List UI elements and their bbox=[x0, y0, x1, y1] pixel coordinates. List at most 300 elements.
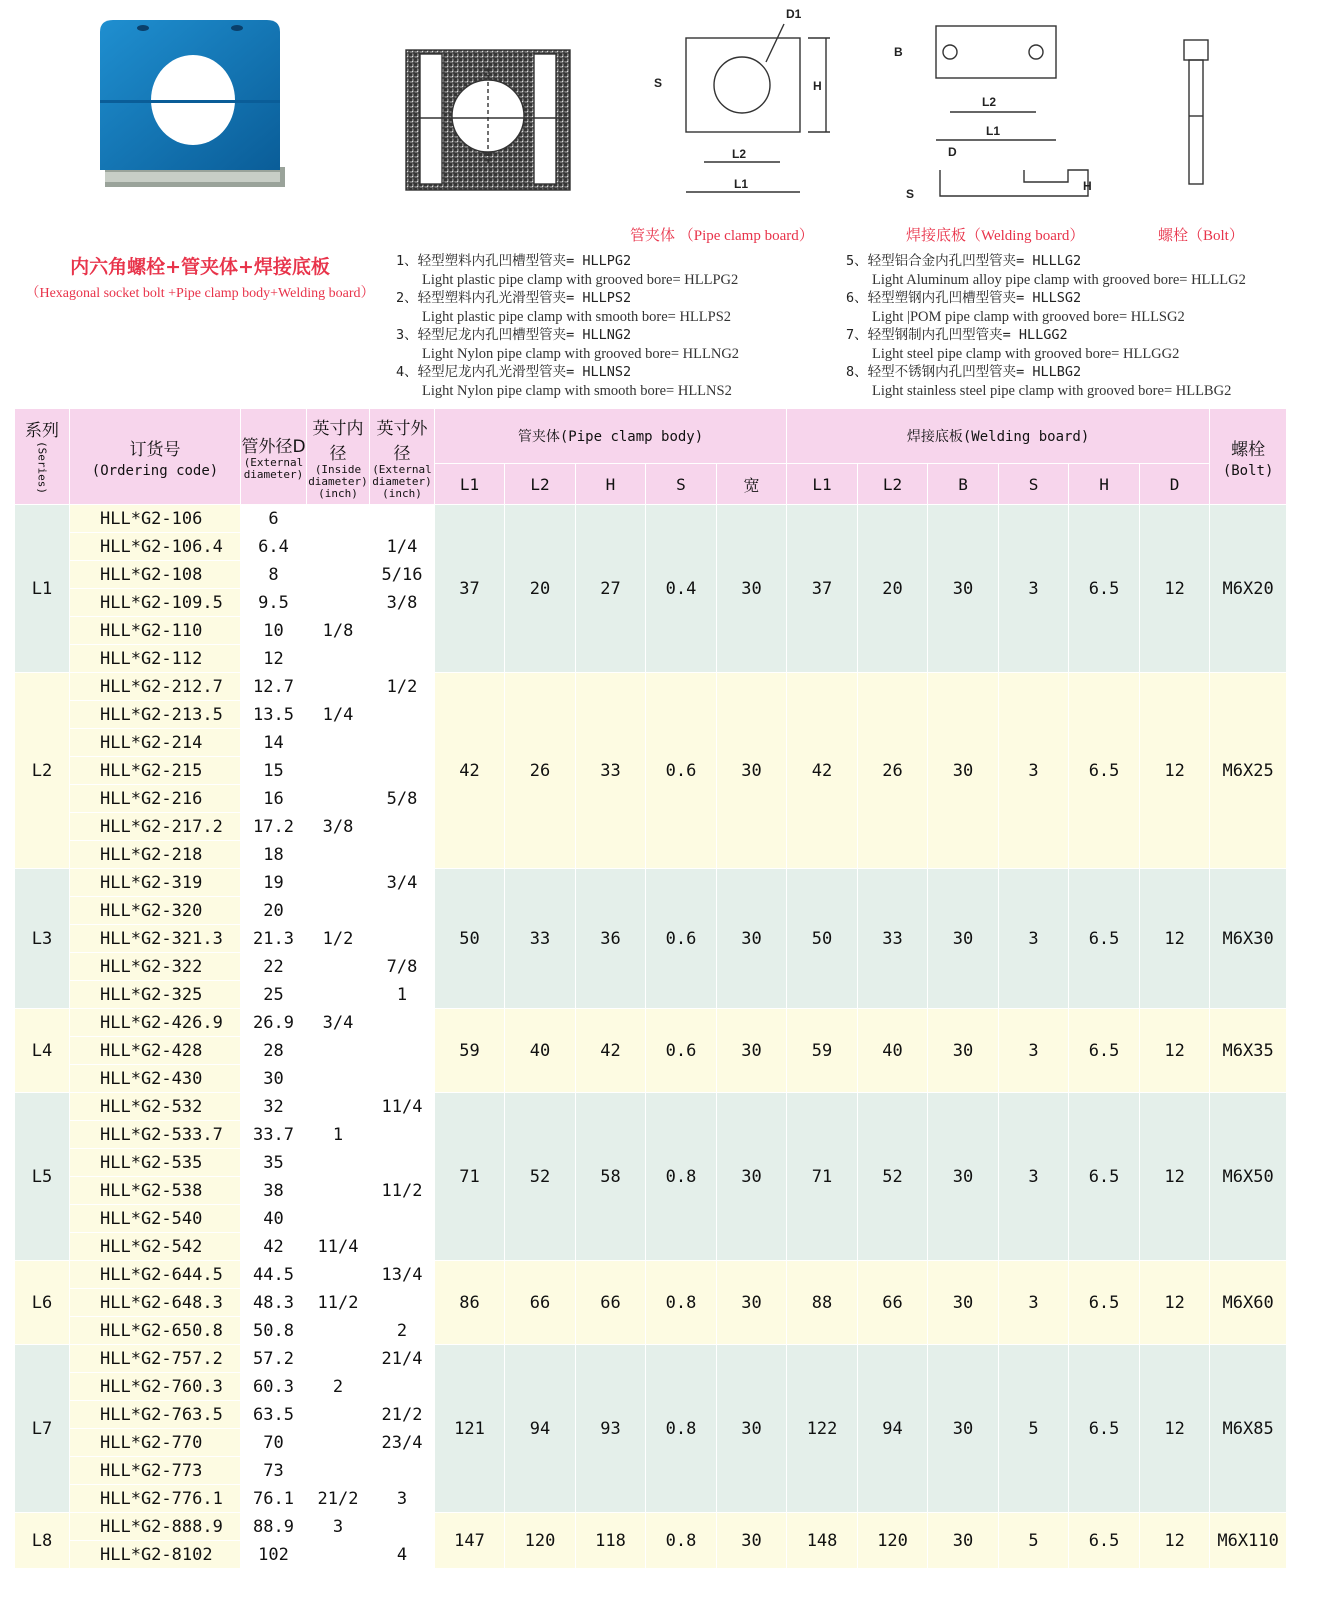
ordering-code-cell: HLL*G2-217.2 bbox=[70, 813, 241, 841]
clamp-width-cell: 30 bbox=[717, 673, 787, 869]
weld-l1-cell: 88 bbox=[787, 1261, 858, 1345]
clamp-dimension-drawing bbox=[648, 2, 848, 198]
clamp-l2-cell: 120 bbox=[505, 1513, 576, 1569]
outer-diameter-cell: 16 bbox=[241, 785, 307, 813]
outer-diameter-cell: 50.8 bbox=[241, 1317, 307, 1345]
inch-inside-cell bbox=[307, 505, 370, 533]
weld-d-cell: 12 bbox=[1140, 1513, 1210, 1569]
header-weld-l1: L1 bbox=[787, 464, 858, 505]
clamp-s-cell: 0.6 bbox=[646, 869, 717, 1009]
inch-outside-cell: 7/8 bbox=[370, 953, 435, 981]
inch-inside-cell: 1/8 bbox=[307, 617, 370, 645]
clamp-l1-cell: 147 bbox=[435, 1513, 505, 1569]
type-item-zh: 6、轻型塑钢内孔凹槽型管夹= HLLSG2 bbox=[846, 290, 1082, 306]
header-bolt bbox=[1210, 409, 1287, 505]
ordering-code-cell: HLL*G2-110 bbox=[70, 617, 241, 645]
header-inch-inside-zh: 英寸内径 bbox=[312, 418, 364, 464]
weld-b-cell: 30 bbox=[928, 505, 999, 673]
dim-label-l1: L1 bbox=[734, 177, 749, 191]
inch-outside-cell: 4 bbox=[370, 1541, 435, 1569]
header-code bbox=[70, 409, 241, 505]
type-item-en: Light plastic pipe clamp with smooth bore= HLLPS2 bbox=[422, 308, 732, 325]
caption-pipe-clamp-board: 管夹体 （Pipe clamp board） bbox=[630, 228, 814, 244]
table-row bbox=[15, 1261, 1287, 1289]
inch-outside-cell bbox=[370, 897, 435, 925]
outer-diameter-cell: 60.3 bbox=[241, 1373, 307, 1401]
inch-inside-cell: 3/8 bbox=[307, 813, 370, 841]
clamp-width-cell: 30 bbox=[717, 1093, 787, 1261]
inch-outside-cell bbox=[370, 813, 435, 841]
header-clamp-l1: L1 bbox=[435, 464, 505, 505]
table-row bbox=[15, 1009, 1287, 1037]
weld-l1-cell: 71 bbox=[787, 1093, 858, 1261]
inch-inside-cell: 1/2 bbox=[307, 925, 370, 953]
outer-diameter-cell: 25 bbox=[241, 981, 307, 1009]
outer-diameter-cell: 20 bbox=[241, 897, 307, 925]
series-cell: L1 bbox=[15, 505, 70, 673]
inch-outside-cell: 5/8 bbox=[370, 785, 435, 813]
clamp-s-cell: 0.6 bbox=[646, 673, 717, 869]
weld-s-cell: 3 bbox=[999, 869, 1069, 1009]
header-series bbox=[15, 409, 70, 505]
inch-outside-cell bbox=[370, 1205, 435, 1233]
type-item-en: Light Nylon pipe clamp with grooved bore= HLLNG2 bbox=[422, 345, 740, 362]
weld-l1-cell: 42 bbox=[787, 673, 858, 869]
ordering-code-cell: HLL*G2-648.3 bbox=[70, 1289, 241, 1317]
clamp-l1-cell: 50 bbox=[435, 869, 505, 1009]
clamp-l1-cell: 86 bbox=[435, 1261, 505, 1345]
weld-l1-cell: 122 bbox=[787, 1345, 858, 1513]
header-od-zh: 管外径D bbox=[241, 437, 306, 457]
inch-inside-cell bbox=[307, 757, 370, 785]
bolt-cell: M6X50 bbox=[1210, 1093, 1287, 1261]
dim-label-l2: L2 bbox=[732, 147, 747, 161]
ordering-code-cell: HLL*G2-108 bbox=[70, 561, 241, 589]
header-clamp-width: 宽 bbox=[717, 464, 787, 505]
weld-b-cell: 30 bbox=[928, 1261, 999, 1345]
inch-inside-cell bbox=[307, 869, 370, 897]
inch-inside-cell bbox=[307, 1037, 370, 1065]
outer-diameter-cell: 28 bbox=[241, 1037, 307, 1065]
inch-inside-cell: 2 bbox=[307, 1373, 370, 1401]
outer-diameter-cell: 13.5 bbox=[241, 701, 307, 729]
header-weld-d: D bbox=[1140, 464, 1210, 505]
type-item-zh: 5、轻型铝合金内孔凹型管夹= HLLLG2 bbox=[846, 253, 1082, 269]
page-subtitle: （Hexagonal socket bolt +Pipe clamp body+Welding board） bbox=[25, 286, 375, 301]
weld-s-cell: 5 bbox=[999, 1345, 1069, 1513]
dim-label-l2-welding: L2 bbox=[982, 95, 997, 109]
table-row bbox=[15, 1093, 1287, 1121]
outer-diameter-cell: 63.5 bbox=[241, 1401, 307, 1429]
ordering-code-cell: HLL*G2-8102 bbox=[70, 1541, 241, 1569]
ordering-code-cell: HLL*G2-426.9 bbox=[70, 1009, 241, 1037]
outer-diameter-cell: 26.9 bbox=[241, 1009, 307, 1037]
weld-d-cell: 12 bbox=[1140, 505, 1210, 673]
ordering-code-cell: HLL*G2-542 bbox=[70, 1233, 241, 1261]
clamp-h-cell: 93 bbox=[576, 1345, 646, 1513]
weld-l1-cell: 148 bbox=[787, 1513, 858, 1569]
weld-b-cell: 30 bbox=[928, 869, 999, 1009]
inch-inside-cell bbox=[307, 1149, 370, 1177]
outer-diameter-cell: 17.2 bbox=[241, 813, 307, 841]
clamp-h-cell: 58 bbox=[576, 1093, 646, 1261]
inch-outside-cell bbox=[370, 645, 435, 673]
clamp-l2-cell: 33 bbox=[505, 869, 576, 1009]
ordering-code-cell: HLL*G2-322 bbox=[70, 953, 241, 981]
weld-h-cell: 6.5 bbox=[1069, 1093, 1140, 1261]
header-inch-outside-zh: 英寸外径 bbox=[376, 418, 428, 464]
type-item-en: Light |POM pipe clamp with grooved bore= HLLSG2 bbox=[872, 308, 1185, 325]
weld-h-cell: 6.5 bbox=[1069, 505, 1140, 673]
ordering-code-cell: HLL*G2-213.5 bbox=[70, 701, 241, 729]
clamp-l2-cell: 52 bbox=[505, 1093, 576, 1261]
inch-inside-cell: 3/4 bbox=[307, 1009, 370, 1037]
header-inch-outside bbox=[370, 409, 435, 505]
inch-outside-cell bbox=[370, 1457, 435, 1485]
header-clamp-h: H bbox=[576, 464, 646, 505]
outer-diameter-cell: 38 bbox=[241, 1177, 307, 1205]
type-list-right bbox=[846, 252, 1246, 400]
bolt-cell: M6X110 bbox=[1210, 1513, 1287, 1569]
outer-diameter-cell: 14 bbox=[241, 729, 307, 757]
clamp-l2-cell: 20 bbox=[505, 505, 576, 673]
series-cell: L4 bbox=[15, 1009, 70, 1093]
weld-s-cell: 3 bbox=[999, 1261, 1069, 1345]
clamp-l2-cell: 94 bbox=[505, 1345, 576, 1513]
inch-inside-cell bbox=[307, 897, 370, 925]
dim-label-b: B bbox=[894, 45, 903, 59]
weld-d-cell: 12 bbox=[1140, 673, 1210, 869]
ordering-code-cell: HLL*G2-216 bbox=[70, 785, 241, 813]
bolt-cell: M6X25 bbox=[1210, 673, 1287, 869]
ordering-code-cell: HLL*G2-112 bbox=[70, 645, 241, 673]
inch-outside-cell bbox=[370, 1289, 435, 1317]
outer-diameter-cell: 73 bbox=[241, 1457, 307, 1485]
weld-l2-cell: 94 bbox=[858, 1345, 928, 1513]
outer-diameter-cell: 9.5 bbox=[241, 589, 307, 617]
caption-bolt: 螺栓（Bolt） bbox=[1158, 228, 1244, 244]
bolt-cell: M6X85 bbox=[1210, 1345, 1287, 1513]
inch-outside-cell bbox=[370, 1233, 435, 1261]
inch-inside-cell bbox=[307, 1345, 370, 1373]
clamp-h-cell: 36 bbox=[576, 869, 646, 1009]
ordering-code-cell: HLL*G2-773 bbox=[70, 1457, 241, 1485]
dim-label-h: H bbox=[813, 79, 822, 93]
series-cell: L2 bbox=[15, 673, 70, 869]
type-item-zh: 4、轻型尼龙内孔光滑型管夹= HLLNS2 bbox=[396, 364, 632, 380]
weld-l1-cell: 37 bbox=[787, 505, 858, 673]
inch-outside-cell: 3 bbox=[370, 1485, 435, 1513]
weld-d-cell: 12 bbox=[1140, 1093, 1210, 1261]
dim-label-l1-welding: L1 bbox=[986, 124, 1001, 138]
clamp-l1-cell: 37 bbox=[435, 505, 505, 673]
clamp-s-cell: 0.4 bbox=[646, 505, 717, 673]
type-item-zh: 3、轻型尼龙内孔凹槽型管夹= HLLNG2 bbox=[396, 327, 632, 343]
outer-diameter-cell: 10 bbox=[241, 617, 307, 645]
weld-d-cell: 12 bbox=[1140, 869, 1210, 1009]
outer-diameter-cell: 76.1 bbox=[241, 1485, 307, 1513]
clamp-h-cell: 42 bbox=[576, 1009, 646, 1093]
inch-inside-cell bbox=[307, 673, 370, 701]
type-list-left bbox=[396, 252, 739, 400]
inch-inside-cell bbox=[307, 1541, 370, 1569]
ordering-code-cell: HLL*G2-535 bbox=[70, 1149, 241, 1177]
header-clamp-l2: L2 bbox=[505, 464, 576, 505]
weld-d-cell: 12 bbox=[1140, 1009, 1210, 1093]
dim-label-s-welding: S bbox=[906, 187, 915, 201]
ordering-code-cell: HLL*G2-325 bbox=[70, 981, 241, 1009]
header-od-en: (External diameter) bbox=[243, 456, 304, 481]
header-code-zh: 订货号 bbox=[129, 439, 181, 460]
inch-inside-cell: 3 bbox=[307, 1513, 370, 1541]
clamp-h-cell: 66 bbox=[576, 1261, 646, 1345]
inch-outside-cell bbox=[370, 841, 435, 869]
inch-outside-cell: 3/8 bbox=[370, 589, 435, 617]
clamp-s-cell: 0.8 bbox=[646, 1093, 717, 1261]
type-item-en: Light stainless steel pipe clamp with grooved bore= HLLBG2 bbox=[872, 382, 1232, 399]
inch-outside-cell: 1 bbox=[370, 981, 435, 1009]
inch-outside-cell: 11/2 bbox=[370, 1177, 435, 1205]
inch-outside-cell: 21/4 bbox=[370, 1345, 435, 1373]
clamp-width-cell: 30 bbox=[717, 1261, 787, 1345]
type-item-zh: 7、轻型钢制内孔凹型管夹= HLLGG2 bbox=[846, 327, 1068, 343]
inch-inside-cell: 21/2 bbox=[307, 1485, 370, 1513]
weld-l2-cell: 52 bbox=[858, 1093, 928, 1261]
ordering-code-cell: HLL*G2-533.7 bbox=[70, 1121, 241, 1149]
inch-inside-cell bbox=[307, 729, 370, 757]
series-cell: L8 bbox=[15, 1513, 70, 1569]
ordering-code-cell: HLL*G2-644.5 bbox=[70, 1261, 241, 1289]
series-cell: L3 bbox=[15, 869, 70, 1009]
ordering-code-cell: HLL*G2-218 bbox=[70, 841, 241, 869]
clamp-h-cell: 27 bbox=[576, 505, 646, 673]
weld-s-cell: 3 bbox=[999, 1009, 1069, 1093]
series-cell: L7 bbox=[15, 1345, 70, 1513]
ordering-code-cell: HLL*G2-776.1 bbox=[70, 1485, 241, 1513]
weld-h-cell: 6.5 bbox=[1069, 1345, 1140, 1513]
dim-label-d1: D1 bbox=[786, 7, 802, 21]
weld-h-cell: 6.5 bbox=[1069, 1513, 1140, 1569]
weld-b-cell: 30 bbox=[928, 1009, 999, 1093]
inch-inside-cell: 11/2 bbox=[307, 1289, 370, 1317]
weld-l2-cell: 120 bbox=[858, 1513, 928, 1569]
inch-inside-cell bbox=[307, 1457, 370, 1485]
header-inch-inside bbox=[307, 409, 370, 505]
ordering-code-cell: HLL*G2-321.3 bbox=[70, 925, 241, 953]
dim-label-d: D bbox=[948, 145, 957, 159]
inch-outside-cell: 2 bbox=[370, 1317, 435, 1345]
type-item-zh: 1、轻型塑料内孔凹槽型管夹= HLLPG2 bbox=[396, 253, 632, 269]
bolt-cell: M6X20 bbox=[1210, 505, 1287, 673]
outer-diameter-cell: 40 bbox=[241, 1205, 307, 1233]
header-series-en: (Series) bbox=[35, 440, 49, 494]
clamp-section-drawing bbox=[404, 48, 572, 194]
inch-outside-cell bbox=[370, 1149, 435, 1177]
inch-inside-cell bbox=[307, 785, 370, 813]
header-weld-s: S bbox=[999, 464, 1069, 505]
outer-diameter-cell: 15 bbox=[241, 757, 307, 785]
outer-diameter-cell: 88.9 bbox=[241, 1513, 307, 1541]
dim-label-h-welding: H bbox=[1083, 179, 1092, 193]
inch-outside-cell bbox=[370, 729, 435, 757]
outer-diameter-cell: 42 bbox=[241, 1233, 307, 1261]
ordering-code-cell: HLL*G2-212.7 bbox=[70, 673, 241, 701]
weld-d-cell: 12 bbox=[1140, 1345, 1210, 1513]
type-item-zh: 8、轻型不锈钢内孔凹型管夹= HLLBG2 bbox=[846, 364, 1082, 380]
ordering-code-cell: HLL*G2-763.5 bbox=[70, 1401, 241, 1429]
clamp-l1-cell: 121 bbox=[435, 1345, 505, 1513]
outer-diameter-cell: 70 bbox=[241, 1429, 307, 1457]
inch-inside-cell bbox=[307, 1205, 370, 1233]
header-welding-board: 焊接底板(Welding board) bbox=[787, 409, 1210, 464]
ordering-code-cell: HLL*G2-214 bbox=[70, 729, 241, 757]
pipe-clamp-photo bbox=[95, 12, 295, 197]
weld-l2-cell: 20 bbox=[858, 505, 928, 673]
inch-outside-cell: 1/2 bbox=[370, 673, 435, 701]
ordering-code-cell: HLL*G2-106.4 bbox=[70, 533, 241, 561]
outer-diameter-cell: 35 bbox=[241, 1149, 307, 1177]
caption-welding-board: 焊接底板（Welding board） bbox=[906, 228, 1085, 244]
header-clamp-s: S bbox=[646, 464, 717, 505]
clamp-l2-cell: 26 bbox=[505, 673, 576, 869]
weld-l1-cell: 59 bbox=[787, 1009, 858, 1093]
clamp-width-cell: 30 bbox=[717, 1513, 787, 1569]
weld-s-cell: 3 bbox=[999, 505, 1069, 673]
bolt-drawing bbox=[1178, 36, 1214, 188]
header-inch-outside-en: (External diameter) (inch) bbox=[372, 462, 432, 500]
inch-inside-cell bbox=[307, 561, 370, 589]
clamp-l1-cell: 71 bbox=[435, 1093, 505, 1261]
inch-outside-cell: 3/4 bbox=[370, 869, 435, 897]
clamp-s-cell: 0.8 bbox=[646, 1513, 717, 1569]
weld-h-cell: 6.5 bbox=[1069, 1009, 1140, 1093]
header-od bbox=[241, 409, 307, 505]
weld-l2-cell: 66 bbox=[858, 1261, 928, 1345]
outer-diameter-cell: 48.3 bbox=[241, 1289, 307, 1317]
table-row bbox=[15, 1345, 1287, 1373]
weld-s-cell: 5 bbox=[999, 1513, 1069, 1569]
weld-b-cell: 30 bbox=[928, 1513, 999, 1569]
bolt-cell: M6X30 bbox=[1210, 869, 1287, 1009]
header-inch-inside-en: (Inside diameter) (inch) bbox=[308, 462, 368, 500]
weld-b-cell: 30 bbox=[928, 673, 999, 869]
inch-inside-cell bbox=[307, 1093, 370, 1121]
weld-h-cell: 6.5 bbox=[1069, 1261, 1140, 1345]
series-cell: L5 bbox=[15, 1093, 70, 1261]
table-row bbox=[15, 1513, 1287, 1541]
inch-outside-cell: 13/4 bbox=[370, 1261, 435, 1289]
header-bolt-en: (Bolt) bbox=[1222, 462, 1274, 479]
type-item-en: Light steel pipe clamp with grooved bore= HLLGG2 bbox=[872, 345, 1180, 362]
weld-b-cell: 30 bbox=[928, 1093, 999, 1261]
clamp-l2-cell: 66 bbox=[505, 1261, 576, 1345]
inch-outside-cell bbox=[370, 1513, 435, 1541]
type-item-en: Light Nylon pipe clamp with smooth bore= HLLNS2 bbox=[422, 382, 732, 399]
clamp-l1-cell: 59 bbox=[435, 1009, 505, 1093]
dim-label-s: S bbox=[654, 76, 663, 90]
inch-inside-cell bbox=[307, 1065, 370, 1093]
header-weld-b: B bbox=[928, 464, 999, 505]
inch-inside-cell: 1 bbox=[307, 1121, 370, 1149]
inch-inside-cell: 11/4 bbox=[307, 1233, 370, 1261]
weld-s-cell: 3 bbox=[999, 673, 1069, 869]
series-cell: L6 bbox=[15, 1261, 70, 1345]
inch-inside-cell bbox=[307, 1429, 370, 1457]
inch-inside-cell bbox=[307, 1401, 370, 1429]
outer-diameter-cell: 18 bbox=[241, 841, 307, 869]
outer-diameter-cell: 12.7 bbox=[241, 673, 307, 701]
ordering-code-cell: HLL*G2-888.9 bbox=[70, 1513, 241, 1541]
inch-outside-cell: 23/4 bbox=[370, 1429, 435, 1457]
inch-outside-cell bbox=[370, 1121, 435, 1149]
clamp-h-cell: 118 bbox=[576, 1513, 646, 1569]
outer-diameter-cell: 32 bbox=[241, 1093, 307, 1121]
welding-board-drawing bbox=[888, 20, 1108, 210]
clamp-l1-cell: 42 bbox=[435, 673, 505, 869]
inch-outside-cell: 5/16 bbox=[370, 561, 435, 589]
outer-diameter-cell: 6.4 bbox=[241, 533, 307, 561]
header-bolt-zh: 螺栓 bbox=[1231, 439, 1266, 460]
outer-diameter-cell: 44.5 bbox=[241, 1261, 307, 1289]
bolt-cell: M6X35 bbox=[1210, 1009, 1287, 1093]
inch-outside-cell bbox=[370, 925, 435, 953]
inch-inside-cell bbox=[307, 1177, 370, 1205]
clamp-s-cell: 0.8 bbox=[646, 1261, 717, 1345]
page-title: 内六角螺栓+管夹体+焊接底板 bbox=[70, 256, 330, 278]
clamp-s-cell: 0.8 bbox=[646, 1345, 717, 1513]
ordering-code-cell: HLL*G2-650.8 bbox=[70, 1317, 241, 1345]
outer-diameter-cell: 21.3 bbox=[241, 925, 307, 953]
inch-outside-cell bbox=[370, 1373, 435, 1401]
ordering-code-cell: HLL*G2-538 bbox=[70, 1177, 241, 1205]
ordering-code-cell: HLL*G2-320 bbox=[70, 897, 241, 925]
outer-diameter-cell: 22 bbox=[241, 953, 307, 981]
inch-inside-cell: 1/4 bbox=[307, 701, 370, 729]
outer-diameter-cell: 8 bbox=[241, 561, 307, 589]
outer-diameter-cell: 30 bbox=[241, 1065, 307, 1093]
weld-l2-cell: 33 bbox=[858, 869, 928, 1009]
inch-outside-cell bbox=[370, 701, 435, 729]
inch-outside-cell bbox=[370, 505, 435, 533]
inch-inside-cell bbox=[307, 981, 370, 1009]
clamp-h-cell: 33 bbox=[576, 673, 646, 869]
ordering-code-cell: HLL*G2-540 bbox=[70, 1205, 241, 1233]
inch-inside-cell bbox=[307, 589, 370, 617]
clamp-s-cell: 0.6 bbox=[646, 1009, 717, 1093]
header-clamp-body: 管夹体(Pipe clamp body) bbox=[435, 409, 787, 464]
outer-diameter-cell: 33.7 bbox=[241, 1121, 307, 1149]
ordering-code-cell: HLL*G2-757.2 bbox=[70, 1345, 241, 1373]
inch-outside-cell bbox=[370, 1037, 435, 1065]
ordering-code-cell: HLL*G2-428 bbox=[70, 1037, 241, 1065]
inch-inside-cell bbox=[307, 645, 370, 673]
weld-l2-cell: 26 bbox=[858, 673, 928, 869]
ordering-code-cell: HLL*G2-760.3 bbox=[70, 1373, 241, 1401]
ordering-code-cell: HLL*G2-532 bbox=[70, 1093, 241, 1121]
outer-diameter-cell: 6 bbox=[241, 505, 307, 533]
spec-table-body bbox=[15, 505, 1287, 1569]
type-item-zh: 2、轻型塑料内孔光滑型管夹= HLLPS2 bbox=[396, 290, 632, 306]
outer-diameter-cell: 19 bbox=[241, 869, 307, 897]
inch-inside-cell bbox=[307, 953, 370, 981]
inch-inside-cell bbox=[307, 1317, 370, 1345]
ordering-code-cell: HLL*G2-109.5 bbox=[70, 589, 241, 617]
bolt-cell: M6X60 bbox=[1210, 1261, 1287, 1345]
header-code-en: (Ordering code) bbox=[91, 462, 219, 479]
ordering-code-cell: HLL*G2-106 bbox=[70, 505, 241, 533]
inch-outside-cell bbox=[370, 1009, 435, 1037]
weld-b-cell: 30 bbox=[928, 1345, 999, 1513]
